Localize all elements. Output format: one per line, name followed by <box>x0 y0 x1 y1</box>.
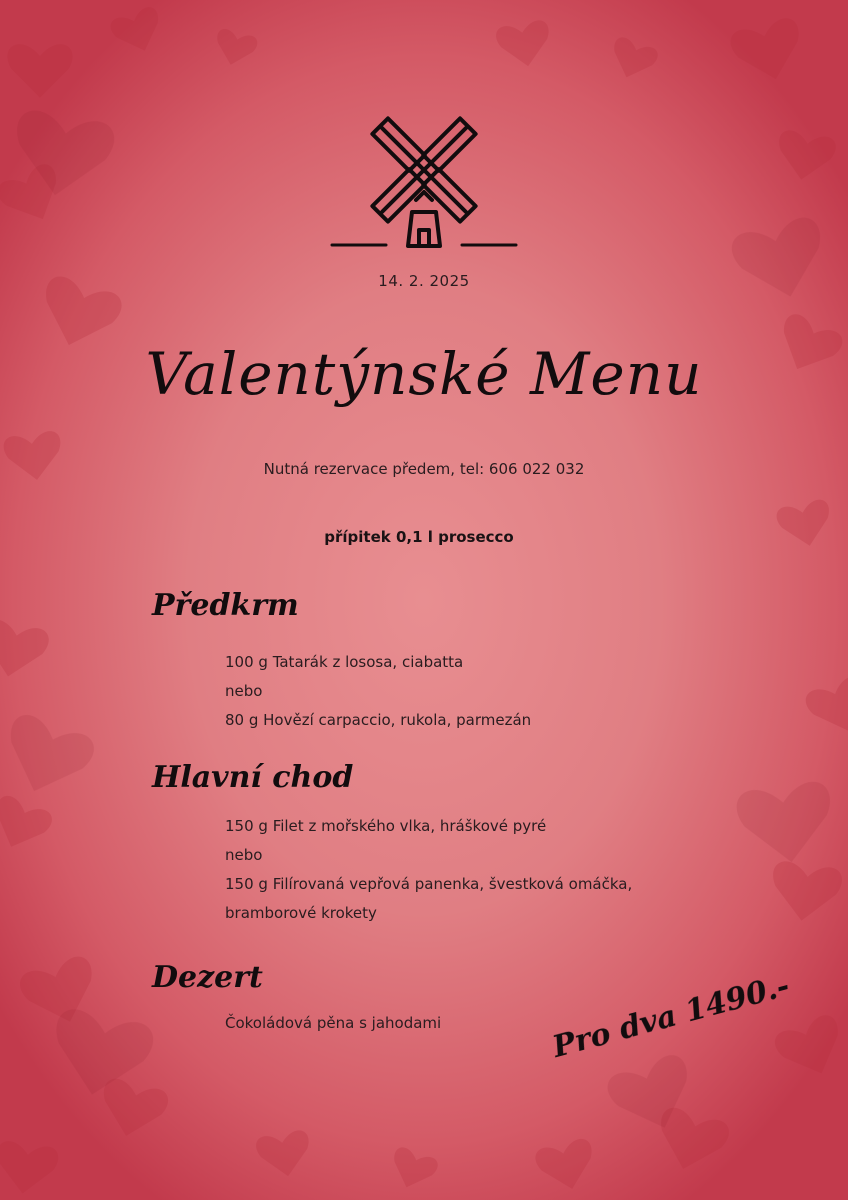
section-title-appetizer: Předkrm <box>152 588 299 623</box>
welcome-toast: přípitek 0,1 l prosecco <box>324 528 514 546</box>
price-for-two: Pro dva 1490.- <box>548 968 794 1065</box>
list-item: nebo <box>225 682 263 700</box>
dessert-items <box>225 1009 441 1038</box>
appetizer-items <box>225 648 531 735</box>
event-date: 14. 2. 2025 <box>378 272 470 290</box>
list-item: 80 g Hovězí carpaccio, rukola, parmezán <box>225 711 532 729</box>
list-item: Čokoládová pěna s jahodami <box>225 1014 442 1032</box>
reservation-note: Nutná rezervace předem, tel: 606 022 032 <box>263 460 585 478</box>
list-item: nebo <box>225 846 263 864</box>
main-course-items <box>225 812 632 928</box>
menu-title: Valentýnské Menu <box>145 340 703 408</box>
list-item: 150 g Filet z mořského vlka, hráškové pyré <box>225 817 547 835</box>
list-item: 100 g Tatarák z lososa, ciabatta <box>225 653 464 671</box>
windmill-icon <box>324 100 524 252</box>
list-item: 150 g Filírovaná vepřová panenka, švestková omáčka, <box>225 875 633 893</box>
section-title-main-course: Hlavní chod <box>152 760 354 795</box>
list-item: bramborové krokety <box>225 904 377 922</box>
section-title-dessert: Dezert <box>152 960 263 995</box>
